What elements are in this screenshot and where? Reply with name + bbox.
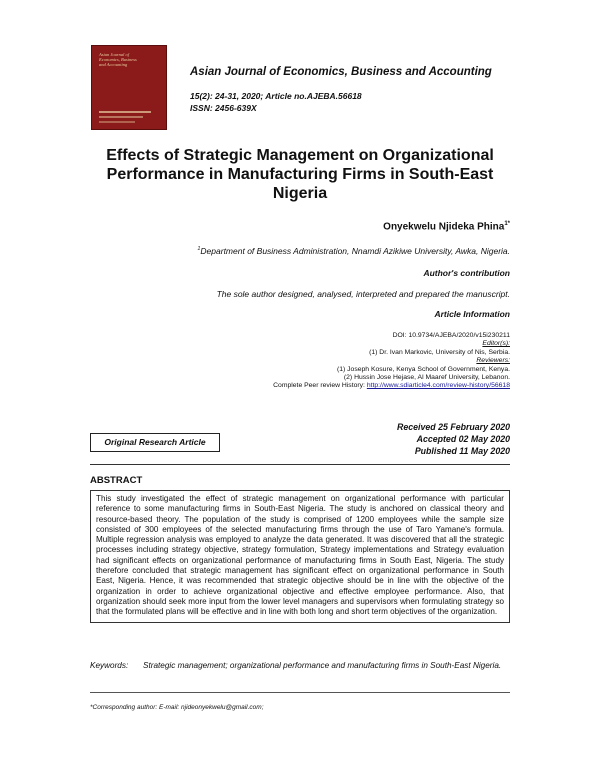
paper-title — [90, 146, 510, 203]
cover-title-line: Asian Journal of — [99, 52, 129, 57]
editor-entry: (1) Dr. Ivan Markovic, University of Nis, Serbia. — [369, 348, 510, 356]
author-name — [383, 221, 510, 232]
title-line: Effects of Strategic Management on Organizational — [106, 147, 494, 164]
cover-title — [99, 52, 159, 67]
journal-name: Asian Journal of Economics, Business and Accounting — [190, 66, 492, 78]
title-line: Performance in Manufacturing Firms in South-East — [106, 166, 494, 183]
review-history — [273, 382, 510, 390]
reviewer-entry: (1) Joseph Kosure, Kenya School of Government, Kenya. — [336, 365, 510, 373]
author-affiliation — [197, 246, 510, 256]
publication-dates — [397, 421, 510, 457]
editors-label: Editor(s): — [482, 340, 510, 348]
cover-decoration — [99, 111, 151, 113]
divider — [90, 464, 510, 465]
cover-title-line: and Accounting — [99, 62, 128, 67]
title-line: Nigeria — [272, 185, 328, 202]
footnote-divider — [90, 692, 510, 693]
journal-cover-image — [91, 45, 167, 130]
author-name-text: Onyekwelu Njideka Phina — [383, 221, 505, 233]
abstract-text: This study investigated the effect of strategic management on organizational performance with particular reference to some manufacturing firms in South-East Nigeria. The study is anchored on classical theory and resource-based theory. The population of the study is comprised of 1200 employees while the sample size consisted of 300 employees of the selected manufacturing firms through the use of Taro Yamane's formula. Multiple regression analysis was employed to analyze the data generated. It was discovered that all the strategic processes including strategy objective, strategy formulation, Strategy implementations and Strategy evaluation had significant effects on organizational performance of manufacturing firms in South East, Nigeria. The study therefore concluded that strategic management has significant effect on organizational performance in South East, Nigeria. Hence, it was recommended that strategic objective should be in line with the objective of the organization in order to achieve organizational objective and effective employee performance. Also, that organization should seek more input from the lower level managers and supervisors when formulating strategy so that the formulated plans will be effective and in line with both long and short term objectives of the organization. — [90, 490, 510, 623]
journal-info — [190, 90, 362, 114]
doi: DOI: 10.9734/AJEBA/2020/v15i230211 — [392, 332, 510, 339]
review-history-label: Complete Peer review History: — [273, 382, 367, 390]
article-info-block — [273, 332, 510, 391]
accepted-date: Accepted 02 May 2020 — [416, 434, 510, 444]
corresponding-author-footnote: *Corresponding author: E-mail: njideonyekwelu@gmail.com; — [90, 704, 264, 711]
keywords — [90, 661, 510, 672]
keywords-label: Keywords: — [90, 661, 129, 670]
author-superscript: 1* — [504, 221, 510, 227]
journal-issn: ISSN: 2456-639X — [190, 103, 257, 113]
review-history-link[interactable]: http://www.sdiarticle4.com/review-history/56618 — [366, 382, 510, 390]
reviewer-entry: (2) Hussin Jose Hejase, Al Maaref University, Lebanon. — [343, 374, 510, 382]
article-info-heading: Article Information — [434, 309, 510, 319]
reviewers-label: Reviewers: — [476, 357, 510, 365]
affiliation-superscript: 1 — [197, 246, 201, 253]
article-type-badge: Original Research Article — [90, 433, 220, 452]
cover-decoration — [99, 116, 143, 118]
received-date: Received 25 February 2020 — [397, 422, 510, 432]
abstract-heading: ABSTRACT — [90, 475, 143, 486]
cover-decoration — [99, 121, 135, 123]
journal-citation: 15(2): 24-31, 2020; Article no.AJEBA.56618 — [190, 91, 362, 101]
affiliation-text: Department of Business Administration, Nnamdi Azikiwe University, Awka, Nigeria. — [200, 246, 510, 256]
contribution-heading: Author's contribution — [423, 268, 510, 278]
cover-title-line: Economics, Business — [99, 57, 137, 62]
contribution-text: The sole author designed, analysed, interpreted and prepared the manuscript. — [216, 289, 510, 299]
published-date: Published 11 May 2020 — [414, 446, 510, 456]
keywords-value: Strategic management; organizational performance and manufacturing firms in South-East Nigeria. — [143, 661, 502, 670]
